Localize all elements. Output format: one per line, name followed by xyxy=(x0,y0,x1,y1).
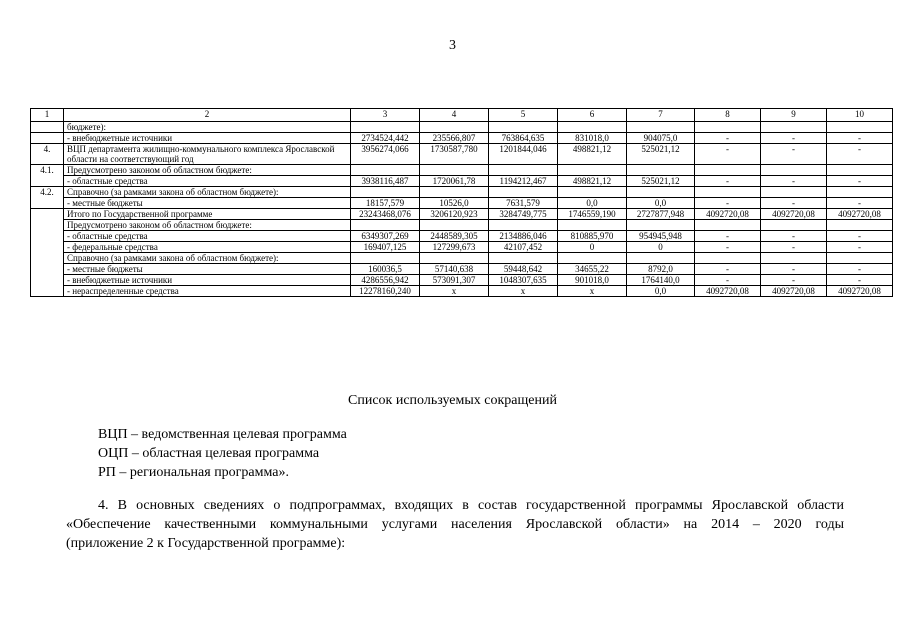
value-cell xyxy=(695,187,761,198)
paragraph-line: (приложение 2 к Государственной программе): xyxy=(66,536,346,551)
value-cell xyxy=(351,220,420,231)
value-cell xyxy=(489,220,558,231)
value-cell: х xyxy=(420,286,489,297)
value-cell: 7631,579 xyxy=(489,198,558,209)
row-number xyxy=(31,198,64,209)
value-cell: 10526,0 xyxy=(420,198,489,209)
value-cell: - xyxy=(827,231,893,242)
value-cell: 12278160,240 xyxy=(351,286,420,297)
row-label: Итого по Государственной программе xyxy=(64,209,351,220)
value-cell: 2734524,442 xyxy=(351,133,420,144)
row-number: 4. xyxy=(31,144,64,165)
abbreviation-item: ОЦП – областная целевая программа xyxy=(98,446,320,461)
value-cell: 0 xyxy=(558,242,627,253)
value-cell xyxy=(627,122,695,133)
value-cell: - xyxy=(761,242,827,253)
value-cell: 3284749,775 xyxy=(489,209,558,220)
row-label: - областные средства xyxy=(64,176,351,187)
value-cell: 901018,0 xyxy=(558,275,627,286)
value-cell: - xyxy=(761,176,827,187)
table-row xyxy=(31,264,893,275)
row-number xyxy=(31,122,64,133)
row-number xyxy=(31,133,64,144)
value-cell xyxy=(351,122,420,133)
value-cell xyxy=(627,253,695,264)
value-cell xyxy=(627,165,695,176)
row-label: Предусмотрено законом об областном бюджете: xyxy=(64,220,351,231)
value-cell xyxy=(489,122,558,133)
page-number: 3 xyxy=(449,38,456,53)
value-cell xyxy=(761,122,827,133)
value-cell xyxy=(420,187,489,198)
row-number xyxy=(31,176,64,187)
row-label: ВЦП департамента жилищно-коммунального комплекса Ярославской области на соответствующий год xyxy=(64,144,351,165)
value-cell xyxy=(558,220,627,231)
table-row xyxy=(31,133,893,144)
row-label: - областные средства xyxy=(64,231,351,242)
value-cell: - xyxy=(761,231,827,242)
value-cell xyxy=(761,187,827,198)
value-cell: - xyxy=(827,133,893,144)
value-cell xyxy=(558,165,627,176)
value-cell: - xyxy=(761,275,827,286)
table-row xyxy=(31,144,893,165)
value-cell xyxy=(489,165,558,176)
value-cell: 57140,638 xyxy=(420,264,489,275)
value-cell xyxy=(558,187,627,198)
row-label: - местные бюджеты xyxy=(64,198,351,209)
value-cell: 0,0 xyxy=(627,286,695,297)
value-cell: - xyxy=(761,264,827,275)
value-cell: 169407,125 xyxy=(351,242,420,253)
value-cell: - xyxy=(695,176,761,187)
value-cell: - xyxy=(827,176,893,187)
value-cell: 1201844,046 xyxy=(489,144,558,165)
value-cell: 8792,0 xyxy=(627,264,695,275)
table-row xyxy=(31,165,893,176)
value-cell: - xyxy=(827,198,893,209)
value-cell: 525021,12 xyxy=(627,144,695,165)
row-label: Справочно (за рамками закона об областном бюджете): xyxy=(64,253,351,264)
value-cell xyxy=(420,220,489,231)
table-row xyxy=(31,187,893,198)
value-cell: 127299,673 xyxy=(420,242,489,253)
row-number xyxy=(31,209,64,220)
table-row xyxy=(31,209,893,220)
value-cell xyxy=(695,122,761,133)
value-cell xyxy=(695,220,761,231)
value-cell: 1730587,780 xyxy=(420,144,489,165)
value-cell: - xyxy=(695,133,761,144)
value-cell xyxy=(627,187,695,198)
column-header: 9 xyxy=(761,109,827,122)
column-header: 2 xyxy=(64,109,351,122)
value-cell xyxy=(761,165,827,176)
row-number: 4.2. xyxy=(31,187,64,198)
abbreviation-item: ВЦП – ведомственная целевая программа xyxy=(98,427,347,442)
row-label: - федеральные средства xyxy=(64,242,351,253)
value-cell: - xyxy=(761,144,827,165)
value-cell: 4092720,08 xyxy=(695,286,761,297)
value-cell: 0 xyxy=(627,242,695,253)
value-cell: - xyxy=(827,242,893,253)
value-cell: 6349307,269 xyxy=(351,231,420,242)
table-row xyxy=(31,275,893,286)
value-cell: - xyxy=(827,275,893,286)
value-cell: 23243468,076 xyxy=(351,209,420,220)
value-cell: - xyxy=(761,198,827,209)
value-cell xyxy=(827,253,893,264)
table-row xyxy=(31,122,893,133)
value-cell: - xyxy=(761,133,827,144)
value-cell: 525021,12 xyxy=(627,176,695,187)
value-cell: 4286556,942 xyxy=(351,275,420,286)
value-cell: х xyxy=(489,286,558,297)
budget-table xyxy=(30,108,893,297)
column-header: 4 xyxy=(420,109,489,122)
value-cell: 0,0 xyxy=(558,198,627,209)
value-cell: 4092720,08 xyxy=(761,209,827,220)
value-cell: 810885,970 xyxy=(558,231,627,242)
value-cell xyxy=(827,122,893,133)
value-cell: 763864,635 xyxy=(489,133,558,144)
value-cell xyxy=(827,165,893,176)
row-label: - нераспределенные средства xyxy=(64,286,351,297)
value-cell: 1764140,0 xyxy=(627,275,695,286)
value-cell: - xyxy=(695,264,761,275)
value-cell: 831018,0 xyxy=(558,133,627,144)
value-cell: 954945,948 xyxy=(627,231,695,242)
value-cell xyxy=(420,253,489,264)
value-cell xyxy=(558,253,627,264)
value-cell xyxy=(489,187,558,198)
value-cell: 498821,12 xyxy=(558,144,627,165)
table-row xyxy=(31,242,893,253)
value-cell: - xyxy=(827,144,893,165)
value-cell: 3938116,487 xyxy=(351,176,420,187)
value-cell xyxy=(627,220,695,231)
paragraph-line: 4. В основных сведениях о подпрограммах, входящих в состав государственной программы Ярославской области xyxy=(98,498,844,513)
row-number xyxy=(31,231,64,242)
column-header: 6 xyxy=(558,109,627,122)
value-cell: 160036,5 xyxy=(351,264,420,275)
value-cell: 42107,452 xyxy=(489,242,558,253)
value-cell xyxy=(351,165,420,176)
value-cell xyxy=(695,165,761,176)
column-header: 8 xyxy=(695,109,761,122)
value-cell: 34655,22 xyxy=(558,264,627,275)
value-cell: 59448,642 xyxy=(489,264,558,275)
row-number xyxy=(31,242,64,253)
row-number xyxy=(31,220,64,231)
value-cell: 904075,0 xyxy=(627,133,695,144)
column-header: 3 xyxy=(351,109,420,122)
value-cell: 3956274,066 xyxy=(351,144,420,165)
row-label: - внебюджетные источники xyxy=(64,275,351,286)
value-cell: 0,0 xyxy=(627,198,695,209)
value-cell: 1194212,467 xyxy=(489,176,558,187)
row-number xyxy=(31,286,64,297)
column-header: 1 xyxy=(31,109,64,122)
value-cell: - xyxy=(695,242,761,253)
abbreviations-title: Список используемых сокращений xyxy=(348,393,557,408)
row-number xyxy=(31,264,64,275)
value-cell: 4092720,08 xyxy=(827,209,893,220)
value-cell: 1720061,78 xyxy=(420,176,489,187)
table-row xyxy=(31,220,893,231)
row-label: - местные бюджеты xyxy=(64,264,351,275)
value-cell: 4092720,08 xyxy=(827,286,893,297)
paragraph-item-4 xyxy=(66,496,844,553)
value-cell: 2448589,305 xyxy=(420,231,489,242)
table-row xyxy=(31,176,893,187)
abbreviation-item: РП – региональная программа». xyxy=(98,465,289,480)
row-number xyxy=(31,253,64,264)
value-cell: 2727877,948 xyxy=(627,209,695,220)
value-cell xyxy=(489,253,558,264)
paragraph-line: «Обеспечение качественными коммунальными услугами населения Ярославской области» на 2014 – 2020 годы xyxy=(66,517,844,532)
row-label: Справочно (за рамками закона об областном бюджете): xyxy=(64,187,351,198)
row-label: бюджете): xyxy=(64,122,351,133)
column-header: 10 xyxy=(827,109,893,122)
row-label: - внебюджетные источники xyxy=(64,133,351,144)
value-cell: 573091,307 xyxy=(420,275,489,286)
value-cell: 18157,579 xyxy=(351,198,420,209)
value-cell xyxy=(420,165,489,176)
row-number xyxy=(31,275,64,286)
value-cell xyxy=(351,253,420,264)
table-row xyxy=(31,231,893,242)
table-row xyxy=(31,198,893,209)
value-cell: 2134886,046 xyxy=(489,231,558,242)
value-cell xyxy=(761,253,827,264)
table-header-row xyxy=(31,109,893,122)
value-cell: 1746559,190 xyxy=(558,209,627,220)
value-cell: 4092720,08 xyxy=(695,209,761,220)
value-cell xyxy=(351,187,420,198)
value-cell: 1048307,635 xyxy=(489,275,558,286)
value-cell: 4092720,08 xyxy=(761,286,827,297)
table-row xyxy=(31,286,893,297)
value-cell xyxy=(695,253,761,264)
value-cell xyxy=(558,122,627,133)
value-cell: - xyxy=(695,275,761,286)
value-cell: 3206120,923 xyxy=(420,209,489,220)
value-cell: 235566,807 xyxy=(420,133,489,144)
value-cell: 498821,12 xyxy=(558,176,627,187)
row-number: 4.1. xyxy=(31,165,64,176)
value-cell xyxy=(827,220,893,231)
table-row xyxy=(31,253,893,264)
column-header: 7 xyxy=(627,109,695,122)
column-header: 5 xyxy=(489,109,558,122)
value-cell: - xyxy=(695,198,761,209)
row-label: Предусмотрено законом об областном бюджете: xyxy=(64,165,351,176)
value-cell: х xyxy=(558,286,627,297)
value-cell: - xyxy=(695,144,761,165)
value-cell xyxy=(420,122,489,133)
value-cell: - xyxy=(827,264,893,275)
value-cell xyxy=(761,220,827,231)
value-cell: - xyxy=(695,231,761,242)
value-cell xyxy=(827,187,893,198)
